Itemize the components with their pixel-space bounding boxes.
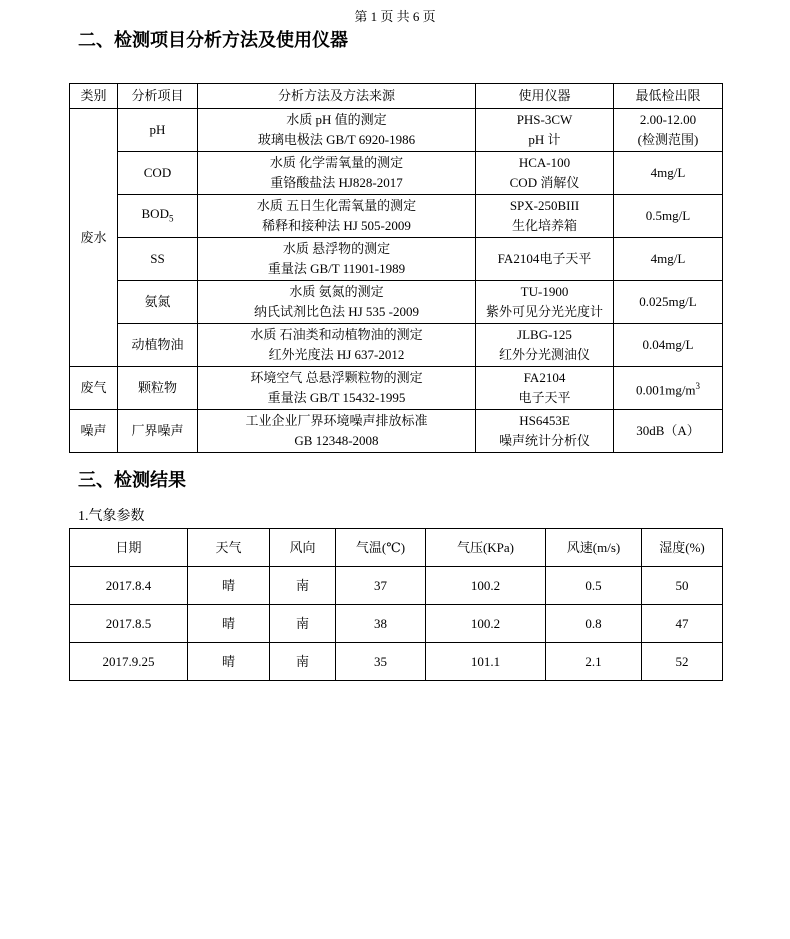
instrument-cell: JLBG-125 红外分光测油仪 (476, 324, 614, 367)
weather-cell: 晴 (188, 605, 270, 643)
methods-row-particulate (70, 367, 723, 410)
method-cell: 水质 pH 值的测定 玻璃电极法 GB/T 6920-1986 (198, 109, 476, 152)
humidity-cell: 52 (642, 643, 723, 681)
limit-cell: 4mg/L (614, 238, 723, 281)
methods-row-ammonia (70, 281, 723, 324)
method-cell: 水质 五日生化需氧量的测定 稀释和接种法 HJ 505-2009 (198, 195, 476, 238)
page-number: 第 1 页 共 6 页 (354, 9, 436, 24)
header-temperature: 气温(℃) (336, 529, 426, 567)
header-method: 分析方法及方法来源 (198, 84, 476, 109)
instrument-cell: SPX-250BIII 生化培养箱 (476, 195, 614, 238)
limit-cell: 0.025mg/L (614, 281, 723, 324)
table-row (70, 605, 723, 643)
methods-row-cod (70, 152, 723, 195)
methods-row-bod5 (70, 195, 723, 238)
methods-row-ss (70, 238, 723, 281)
group-wastewater: 废水 (70, 109, 118, 367)
instrument-cell: TU-1900 紫外可见分光光度计 (476, 281, 614, 324)
item-cell: 动植物油 (118, 324, 198, 367)
instrument-cell: HS6453E 噪声统计分析仪 (476, 410, 614, 453)
method-cell: 水质 悬浮物的测定 重量法 GB/T 11901-1989 (198, 238, 476, 281)
pressure-cell: 100.2 (426, 567, 546, 605)
wind-direction-cell: 南 (270, 567, 336, 605)
date-cell: 2017.9.25 (70, 643, 188, 681)
pressure-cell: 101.1 (426, 643, 546, 681)
temperature-cell: 38 (336, 605, 426, 643)
weather-header-row (70, 529, 723, 567)
instrument-cell: HCA-100 COD 消解仪 (476, 152, 614, 195)
table-row (70, 567, 723, 605)
item-cell: 厂界噪声 (118, 410, 198, 453)
methods-table (69, 83, 723, 453)
method-cell: 环境空气 总悬浮颗粒物的测定 重量法 GB/T 15432-1995 (198, 367, 476, 410)
limit-cell: 30dB（A） (614, 410, 723, 453)
wind-speed-cell: 0.8 (546, 605, 642, 643)
header-wind-speed: 风速(m/s) (546, 529, 642, 567)
item-cell: SS (118, 238, 198, 281)
humidity-cell: 50 (642, 567, 723, 605)
temperature-cell: 37 (336, 567, 426, 605)
item-cell: pH (118, 109, 198, 152)
methods-header-row (70, 84, 723, 109)
header-date: 日期 (70, 529, 188, 567)
item-cell: COD (118, 152, 198, 195)
header-item: 分析项目 (118, 84, 198, 109)
header-humidity: 湿度(%) (642, 529, 723, 567)
methods-row-oil (70, 324, 723, 367)
instrument-cell: PHS-3CW pH 计 (476, 109, 614, 152)
section2-title: 二、检测项目分析方法及使用仪器 (78, 30, 348, 51)
temperature-cell: 35 (336, 643, 426, 681)
group-exhaust: 废气 (70, 367, 118, 410)
method-cell: 水质 氨氮的测定 纳氏试剂比色法 HJ 535 -2009 (198, 281, 476, 324)
wind-direction-cell: 南 (270, 643, 336, 681)
limit-cell: 0.04mg/L (614, 324, 723, 367)
method-cell: 水质 化学需氧量的测定 重铬酸盐法 HJ828-2017 (198, 152, 476, 195)
weather-cell: 晴 (188, 567, 270, 605)
method-cell: 工业企业厂界环境噪声排放标准 GB 12348-2008 (198, 410, 476, 453)
item-cell: 颗粒物 (118, 367, 198, 410)
subsection-title: 1.气象参数 (78, 509, 145, 524)
item-cell: $BOD_5$ (118, 195, 198, 238)
limit-cell: $0.001mg/m^3$ (614, 367, 723, 410)
wind-speed-cell: 0.5 (546, 567, 642, 605)
wind-speed-cell: 2.1 (546, 643, 642, 681)
header-wind-direction: 风向 (270, 529, 336, 567)
header-weather: 天气 (188, 529, 270, 567)
methods-row-noise (70, 410, 723, 453)
weather-cell: 晴 (188, 643, 270, 681)
humidity-cell: 47 (642, 605, 723, 643)
date-cell: 2017.8.5 (70, 605, 188, 643)
method-cell: 水质 石油类和动植物油的测定 红外光度法 HJ 637-2012 (198, 324, 476, 367)
item-cell: 氨氮 (118, 281, 198, 324)
header-pressure: 气压(KPa) (426, 529, 546, 567)
weather-table (69, 528, 723, 681)
limit-cell: 2.00-12.00 (检测范围) (614, 109, 723, 152)
header-category: 类别 (70, 84, 118, 109)
instrument-cell: FA2104 电子天平 (476, 367, 614, 410)
table-row (70, 643, 723, 681)
section3-title: 三、检测结果 (78, 470, 186, 491)
header-instrument: 使用仪器 (476, 84, 614, 109)
instrument-cell: FA2104电子天平 (476, 238, 614, 281)
header-limit: 最低检出限 (614, 84, 723, 109)
limit-cell: 0.5mg/L (614, 195, 723, 238)
date-cell: 2017.8.4 (70, 567, 188, 605)
limit-cell: 4mg/L (614, 152, 723, 195)
methods-row-ph (70, 109, 723, 152)
wind-direction-cell: 南 (270, 605, 336, 643)
group-noise: 噪声 (70, 410, 118, 453)
pressure-cell: 100.2 (426, 605, 546, 643)
